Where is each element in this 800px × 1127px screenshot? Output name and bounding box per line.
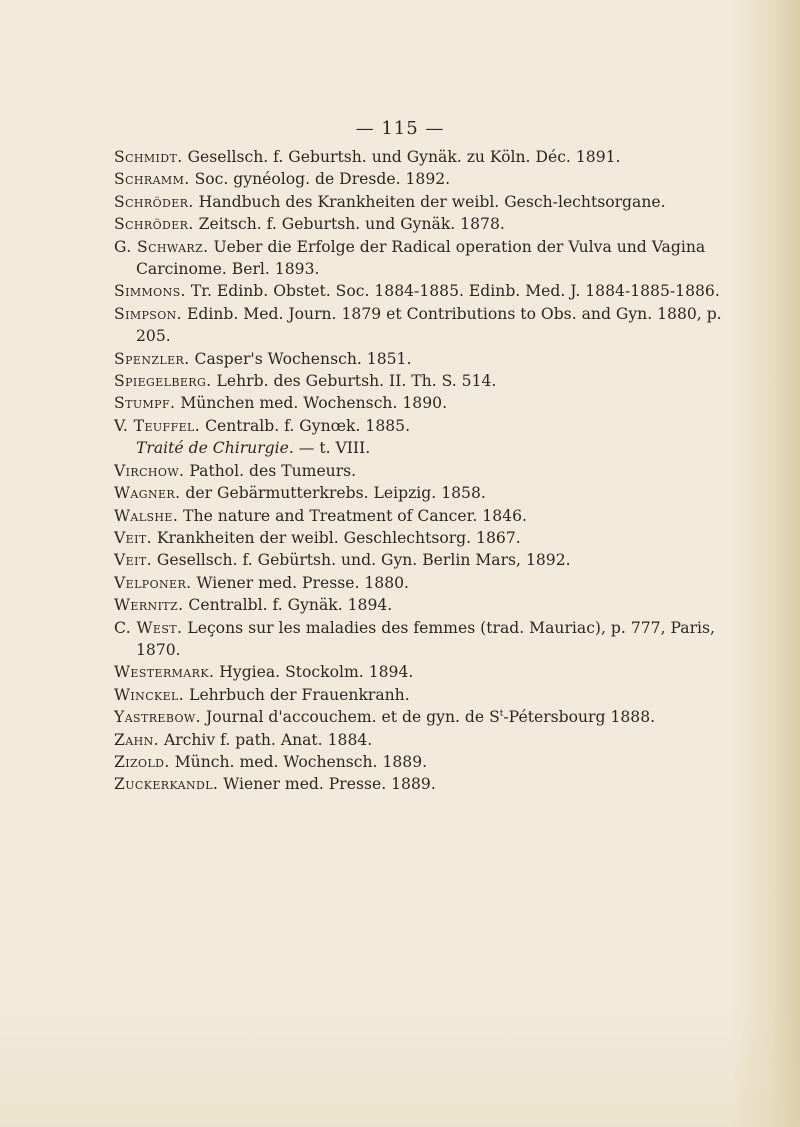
entry-text: Journal d'accouchem. et de gyn. de S	[205, 708, 500, 727]
entry-italic-title: Traité de Chirurgie.	[136, 439, 294, 458]
bibliography-entry	[114, 191, 724, 213]
bibliography-entry	[114, 370, 724, 392]
bibliography-entry	[114, 392, 724, 414]
bibliography-entry	[114, 460, 724, 482]
entry-author: Virchow.	[114, 461, 185, 480]
bibliography-entry	[114, 684, 724, 706]
entry-author: Wernitz.	[114, 596, 184, 615]
entry-text: Krankheiten der weibl. Geschlechtsorg. 1867.	[156, 528, 521, 547]
entry-text: Lehrb. des Geburtsh. II. Th. S. 514.	[216, 372, 497, 391]
bibliography-entry	[114, 751, 724, 773]
entry-text: Pathol. des Tumeurs.	[189, 461, 357, 480]
bibliography-entry	[114, 415, 724, 460]
bibliography-entry	[114, 236, 724, 281]
entry-text: Zeitsch. f. Geburtsh. und Gynäk. 1878.	[198, 215, 505, 234]
bibliography-entry	[114, 594, 724, 616]
bibliography-entry	[114, 706, 724, 728]
entry-author: Spenzler.	[114, 349, 190, 368]
entry-author: G. Schwarz.	[114, 237, 209, 256]
entry-text: der Gebärmutterkrebs. Leipzig. 1858.	[185, 484, 486, 503]
entry-author: Schröder.	[114, 192, 194, 211]
bibliography-list	[114, 146, 724, 796]
entry-text: Münch. med. Wochensch. 1889.	[174, 752, 428, 771]
bibliography-entry	[114, 661, 724, 683]
entry-text: Wiener med. Presse. 1880.	[196, 573, 410, 592]
entry-text: Gesellsch. f. Geburtsh. und Gynäk. zu Köln. Déc. 1891.	[187, 148, 621, 166]
entry-author: Veit.	[114, 551, 152, 570]
entry-text: München med. Wochensch. 1890.	[180, 394, 448, 413]
entry-author: Stumpf.	[114, 394, 176, 413]
entry-text: Wiener med. Presse. 1889.	[223, 775, 436, 794]
entry-text: Edinb. Med. Journ. 1879 et Contributions to Obs. and Gyn. 1880, p. 205.	[136, 304, 722, 346]
entry-author: Zahn.	[114, 730, 159, 749]
entry-author: Schramm.	[114, 170, 190, 189]
entry-text: Archiv f. path. Anat. 1884.	[163, 730, 373, 749]
bibliography-entry	[114, 168, 724, 190]
entry-author: Winckel.	[114, 685, 185, 704]
entry-author: Wagner.	[114, 484, 181, 503]
entry-text: Lehrbuch der Frauenkranh.	[189, 685, 410, 704]
page-bottom-shading	[0, 1007, 800, 1127]
entry-text-after: -Pétersbourg 1888.	[503, 708, 656, 727]
entry-author: Simpson.	[114, 304, 183, 323]
entry-superscript: t	[499, 708, 504, 719]
bibliography-entry	[114, 572, 724, 594]
entry-text: Centralb. f. Gynœk. 1885.	[205, 416, 411, 435]
entry-text: The nature and Treatment of Cancer. 1846.	[183, 506, 527, 525]
entry-author: Yastrebow.	[114, 708, 201, 727]
entry-author: Walshe.	[114, 506, 179, 525]
bibliography-entry	[114, 280, 724, 302]
entry-text: Soc. gynéolog. de Dresde. 1892.	[194, 170, 451, 189]
entry-text: Gesellsch. f. Gebürtsh. und. Gyn. Berlin Mars, 1892.	[156, 551, 571, 570]
bibliography-entry	[114, 213, 724, 235]
entry-text-after: — t. VIII.	[293, 439, 371, 458]
entry-text: Centralbl. f. Gynäk. 1894.	[188, 596, 393, 615]
bibliography-entry	[114, 729, 724, 751]
page-edge-shading	[730, 0, 800, 1127]
bibliography-entry	[114, 617, 724, 662]
bibliography-entry	[114, 773, 724, 795]
bibliography-entry	[114, 549, 724, 571]
entry-text: Ueber die Erfolge der Radical operation der Vulva und Vagina Carcinome. Berl. 1893.	[136, 237, 706, 279]
entry-author: C. West.	[114, 618, 183, 637]
entry-author: Zizold.	[114, 752, 170, 771]
entry-author: Schröder.	[114, 215, 194, 234]
entry-text: Handbuch des Krankheiten der weibl. Gesch-lechtsorgane.	[198, 192, 666, 211]
entry-author: V. Teuffel.	[114, 416, 201, 435]
bibliography-entry	[114, 303, 724, 348]
bibliography-entry	[114, 505, 724, 527]
entry-author: Velponer.	[114, 573, 192, 592]
bibliography-entry	[114, 146, 724, 168]
page-number: — 115 —	[355, 118, 445, 139]
bibliography-entry	[114, 482, 724, 504]
entry-text: Tr. Edinb. Obstet. Soc. 1884-1885. Edinb. Med. J. 1884-1885-1886.	[190, 282, 720, 301]
bibliography-entry	[114, 348, 724, 370]
entry-author: Spiegelberg.	[114, 372, 212, 391]
entry-text: Leçons sur les maladies des femmes (trad. Mauriac), p. 777, Paris, 1870.	[136, 618, 715, 659]
entry-author: Zuckerkandl.	[114, 775, 219, 794]
entry-text: Casper's Wochensch. 1851.	[194, 349, 412, 368]
entry-author: Simmons.	[114, 282, 186, 301]
bibliography-entry	[114, 527, 724, 549]
entry-text: Hygiea. Stockolm. 1894.	[219, 663, 414, 682]
entry-author: Schmidt.	[114, 148, 183, 166]
entry-author: Westermark.	[114, 663, 215, 682]
entry-author: Veit.	[114, 528, 152, 547]
